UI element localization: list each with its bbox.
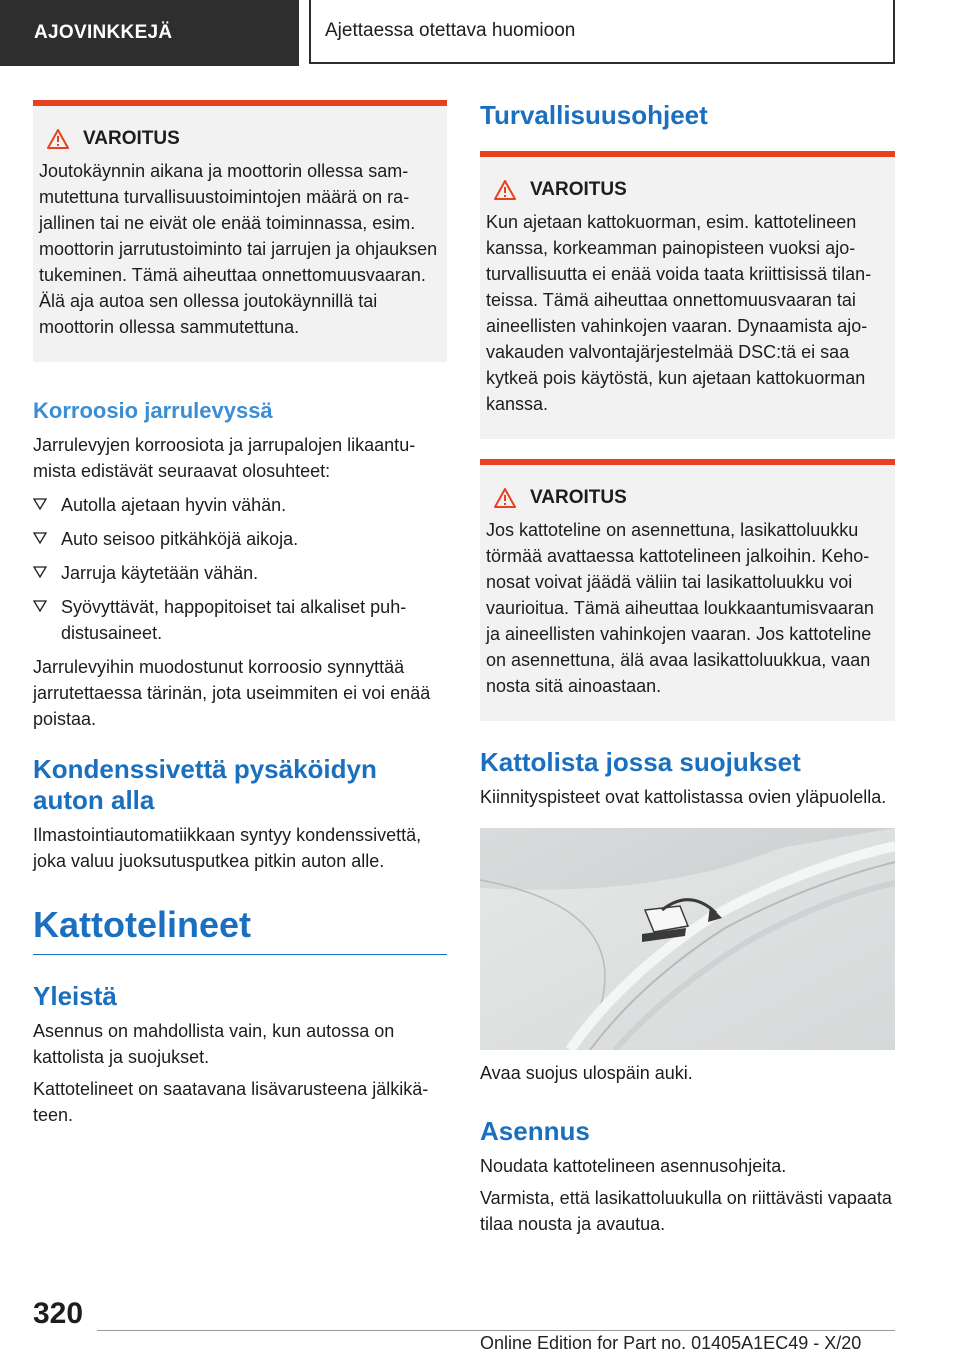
general-paragraph-1: Asennus on mahdollista vain, kun autossa on kattolista ja suojukset. <box>33 1021 395 1067</box>
list-item <box>33 492 447 518</box>
warning-box-idle <box>33 100 447 362</box>
warning-triangle-icon <box>47 129 69 149</box>
list-item-text: Jarruja käytetään vähän. <box>61 563 259 583</box>
corrosion-list <box>33 492 447 646</box>
warning-box-sunroof <box>480 459 895 721</box>
warning-header <box>486 487 887 509</box>
corrosion-outro: Jarrulevyihin muodostunut korroosio synnyttää jarrutettaessa tärinän, jota useimmiten ei voi enää poistaa. <box>33 657 431 729</box>
safety-heading: Turvallisuusohjeet <box>480 100 708 130</box>
installation-paragraph-1: Noudata kattotelineen asennusohjeita. <box>480 1156 787 1176</box>
corrosion-heading: Korroosio jarrulevyssä <box>33 398 273 423</box>
right-column <box>480 100 895 1243</box>
roof-strip-heading: Kattolista jossa suojukset <box>480 747 801 777</box>
list-item-text: Syövyttävät, happopitoiset tai alkaliset puhdistusaineet. <box>61 597 407 643</box>
list-item-text: Auto seisoo pitkähköjä aikoja. <box>61 529 299 549</box>
roof-strip-text: Kiinnityspisteet ovat kattolistassa ovien yläpuolella. <box>480 787 887 807</box>
warning-title: VAROITUS <box>530 179 627 200</box>
installation-paragraph-2: Varmista, että lasikattoluukulla on riittävästi vapaata tilaa nousta ja avautua. <box>480 1188 892 1234</box>
warning-text: Kun ajetaan kattokuorman, esim. kattotelineen kanssa, korkeamman painopisteen vuoksi ajoturvallisuutta ei enää voida taata kriittisissä tilanteissa. Tämä aiheuttaa onnettomuusvaaran tai aineellisten vahinkojen vaaran. Dynaamista ajovakauden valvontajärjestelmää DSC:tä ei saa kytkeä pois käytöstä, kun ajetaan kattokuorman kanssa. <box>486 212 872 414</box>
list-triangle-icon <box>33 566 47 578</box>
condensation-heading: Kondenssivettä pysäköidyn auton alla <box>33 754 377 815</box>
chapter-header <box>309 0 895 64</box>
left-column <box>33 100 447 1134</box>
roof-racks-heading: Kattotelineet <box>33 904 447 955</box>
list-item <box>33 560 447 586</box>
warning-header <box>486 179 887 201</box>
warning-triangle-icon <box>494 180 516 200</box>
list-triangle-icon <box>33 532 47 544</box>
section-tab <box>0 0 299 66</box>
warning-title: VAROITUS <box>83 128 180 149</box>
condensation-text: Ilmastointiautomatiikkaan syntyy kondenssivettä, joka valuu juoksutusputkea pitkin auton alle. <box>33 825 422 871</box>
page-number: 320 <box>33 1297 84 1330</box>
warning-title: VAROITUS <box>530 487 627 508</box>
footer-edition: Online Edition for Part no. 01405A1EC49 - X/20 <box>480 1333 862 1353</box>
warning-triangle-icon <box>494 488 516 508</box>
roof-strip-photo <box>480 828 895 1050</box>
warning-box-roof-load <box>480 151 895 439</box>
general-heading: Yleistä <box>33 981 117 1011</box>
footer-divider <box>97 1330 895 1331</box>
general-paragraph-2: Kattotelineet on saatavana lisävarusteena jälkikäteen. <box>33 1079 429 1125</box>
warning-text: Jos kattoteline on asennettuna, lasikattoluukku törmää avattaessa kattotelineen jalkoihin. Kehonosat voivat jäädä väliin tai lasikattoluukku voi vaurioitua. Tämä aiheuttaa loukkaantumisvaaran ja aineellisten vahinkojen vaaran. Jos kattoteline on asennettuna, älä avaa lasikattoluukkua, vaan nosta sitä ainoastaan. <box>486 520 874 696</box>
list-item <box>33 594 447 646</box>
installation-heading: Asennus <box>480 1116 590 1146</box>
warning-header <box>39 128 439 150</box>
list-item-text: Autolla ajetaan hyvin vähän. <box>61 495 287 515</box>
warning-text: Joutokäynnin aikana ja moottorin ollessa sammutettuna turvallisuustoimintojen määrä on rajallinen tai ne eivät ole enää toiminnassa, esim. moottorin jarrutustoiminto tai jarrujen ja ohjauksen tukeminen. Tämä aiheuttaa onnettomuusvaaran. Älä aja autoa sen ollessa joutokäynnillä tai moottorin ollessa sammutettuna. <box>39 161 438 337</box>
corrosion-intro: Jarrulevyjen korroosiota ja jarrupalojen likaantumista edistävät seuraavat olosuhteet: <box>33 435 416 481</box>
chapter-title: Ajettaessa otettava huomioon <box>325 20 576 41</box>
roof-strip-caption: Avaa suojus ulospäin auki. <box>480 1063 693 1083</box>
list-item <box>33 526 447 552</box>
list-triangle-icon <box>33 600 47 612</box>
list-triangle-icon <box>33 498 47 510</box>
section-title: AJOVINKKEJÄ <box>34 22 173 43</box>
